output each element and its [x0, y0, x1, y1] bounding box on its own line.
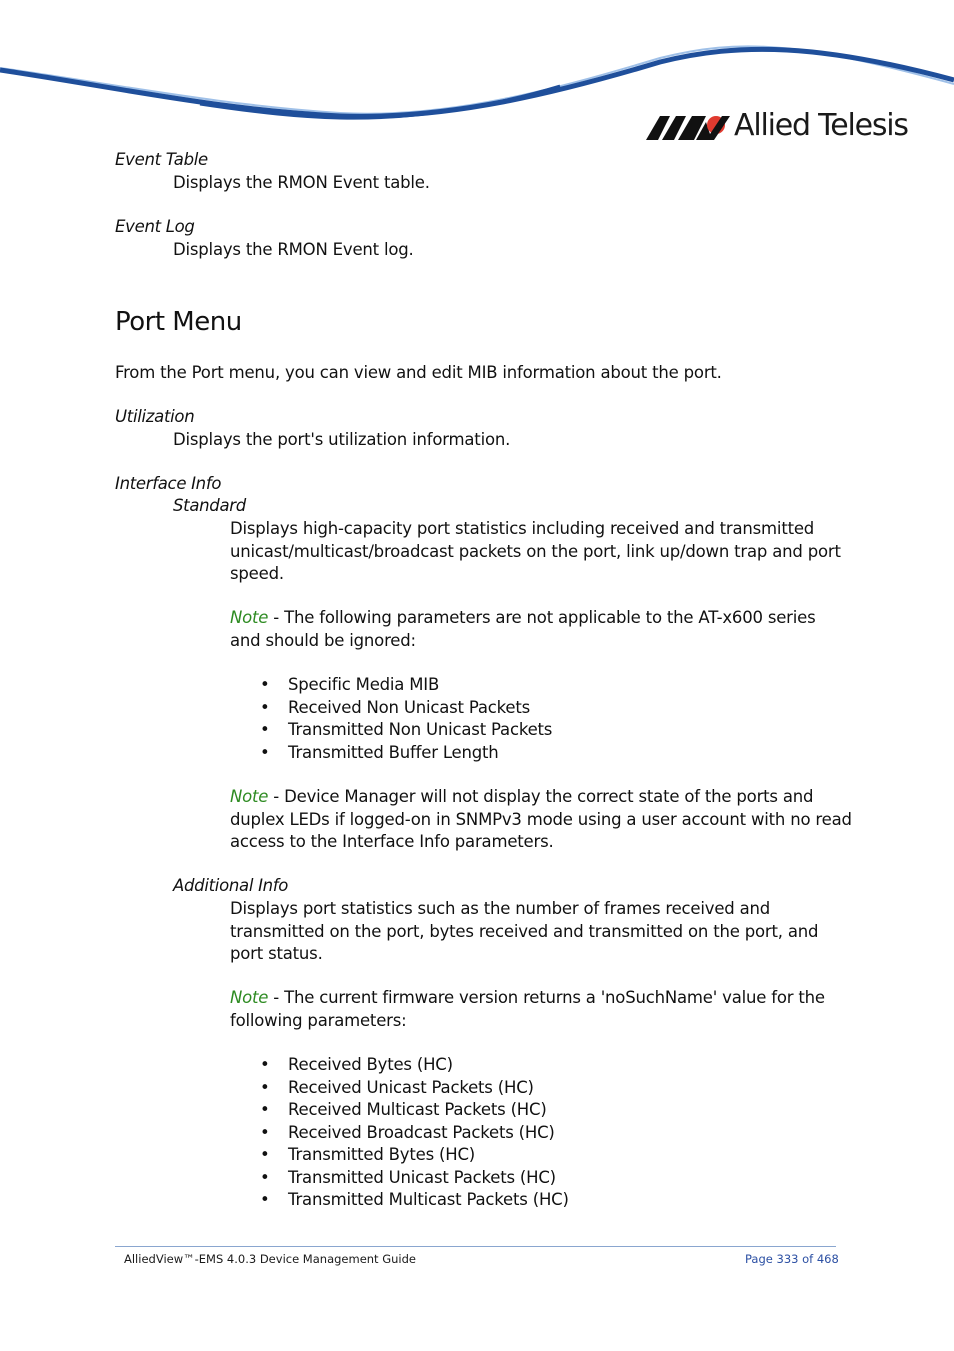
event-table-term: Event Table	[115, 150, 208, 169]
additional-bullet-list	[230, 1054, 569, 1212]
footer-divider	[115, 1246, 836, 1247]
additional-desc-line: Displays port statistics such as the number of frames received and	[230, 899, 771, 918]
additional-info-desc	[230, 898, 818, 966]
list-item: • Received Non Unicast Packets	[230, 697, 552, 720]
note-text: - The current firmware version returns a 'noSuchName' value for the	[268, 988, 825, 1007]
logo-mark-icon	[646, 114, 730, 140]
additional-note	[230, 987, 825, 1032]
note-label: Note	[230, 787, 269, 806]
standard-term: Standard	[173, 496, 246, 515]
additional-desc-line: transmitted on the port, bytes received and transmitted on the port, and	[230, 921, 819, 941]
additional-info-term: Additional Info	[173, 876, 289, 895]
list-item: • Transmitted Buffer Length	[230, 742, 552, 765]
note-text: following parameters:	[230, 1010, 407, 1030]
standard-desc-line: speed.	[230, 564, 284, 583]
note-text: duplex LEDs if logged-on in SNMPv3 mode using a user account with no read	[230, 809, 852, 829]
note-text: - The following parameters are not applicable to the AT-x600 series	[268, 608, 816, 627]
interface-info-term: Interface Info	[115, 474, 222, 493]
standard-desc	[230, 518, 841, 586]
additional-desc-line: port status.	[230, 944, 323, 963]
footer-page-number: Page 333 of 468	[745, 1252, 839, 1266]
event-table-desc: Displays the RMON Event table.	[173, 173, 430, 192]
standard-bullet-list	[230, 674, 552, 764]
event-log-term: Event Log	[115, 217, 195, 236]
section-intro: From the Port menu, you can view and edit MIB information about the port.	[115, 363, 722, 382]
utilization-desc: Displays the port's utilization information.	[173, 430, 511, 449]
note-text: - Device Manager will not display the correct state of the ports and	[268, 787, 814, 806]
standard-desc-line: Displays high-capacity port statistics including received and transmitted	[230, 519, 815, 538]
list-item: • Transmitted Multicast Packets (HC)	[230, 1189, 569, 1212]
standard-note-1	[230, 607, 816, 652]
list-item: • Transmitted Unicast Packets (HC)	[230, 1167, 569, 1190]
list-item: • Received Unicast Packets (HC)	[230, 1077, 569, 1100]
note-text: access to the Interface Info parameters.	[230, 832, 554, 851]
footer-guide-title: AlliedView™-EMS 4.0.3 Device Management Guide	[124, 1252, 416, 1266]
list-item: • Received Broadcast Packets (HC)	[230, 1122, 569, 1145]
note-text: and should be ignored:	[230, 630, 416, 650]
event-log-desc: Displays the RMON Event log.	[173, 240, 414, 259]
list-item: • Specific Media MIB	[230, 674, 552, 697]
note-label: Note	[230, 608, 269, 627]
list-item: • Received Bytes (HC)	[230, 1054, 569, 1077]
logo-text: Allied Telesis	[734, 108, 908, 143]
list-item: • Received Multicast Packets (HC)	[230, 1099, 569, 1122]
note-label: Note	[230, 988, 269, 1007]
list-item: • Transmitted Non Unicast Packets	[230, 719, 552, 742]
standard-note-2	[230, 786, 852, 854]
standard-desc-line: unicast/multicast/broadcast packets on the port, link up/down trap and port	[230, 541, 841, 561]
utilization-term: Utilization	[115, 407, 195, 426]
section-title: Port Menu	[115, 307, 242, 337]
list-item: • Transmitted Bytes (HC)	[230, 1144, 569, 1167]
